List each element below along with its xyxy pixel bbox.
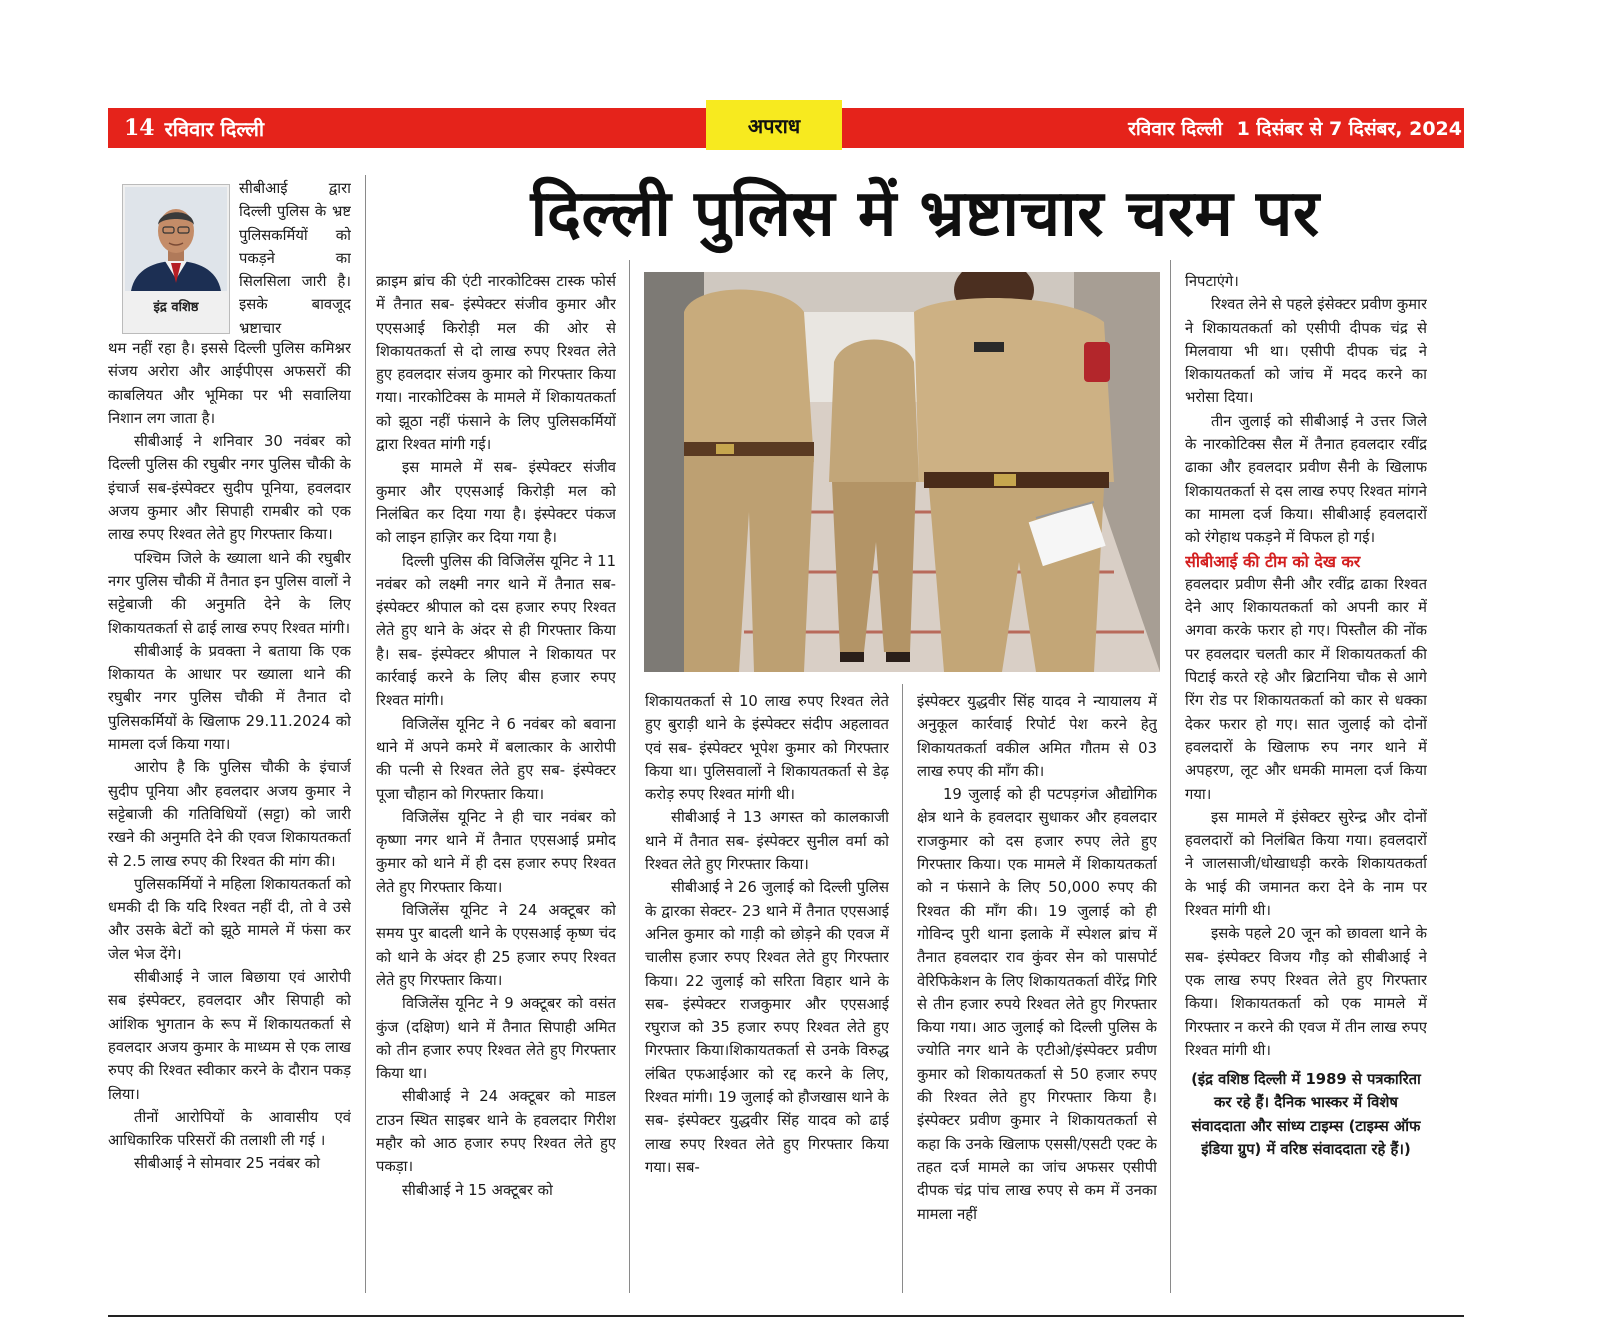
paragraph: विजिलेंस यूनिट ने ही चार नवंबर को कृष्णा नगर थाने में तैनात एएसआई प्रमोद कुमार को थाने में ही दस हजार रुपए रिश्वत लेते हुए गिरफ्तार किया। (376, 808, 616, 896)
paragraph: सीबीआई ने जाल बिछाया एवं आरोपी सब इंस्पेक्टर, हवलदार और सिपाही को आंशिक भुगतान के रूप में शिकायतकर्ता से हवलदार अजय कुमार के माध्यम से एक लाख रुपए की रिश्वत स्वीकार करने के दौरान पकड़ लिया। (108, 969, 351, 1103)
paragraph: विजिलेंस यूनिट ने 9 अक्टूबर को वसंत कुंज (दक्षिण) थाने में तैनात सिपाही अमित को तीन हजार रुपए रिश्वत लेते हुए गिरफ्तार किया था। (376, 995, 616, 1083)
column-1 (108, 337, 351, 1312)
column-1-top (239, 177, 351, 337)
publication-name-left: रविवार दिल्ली (164, 116, 265, 141)
author-bio: (इंद्र वशिष्ठ दिल्ली में 1989 से पत्रकारिता कर रहे हैं। दैनिक भास्कर में विशेष संवाददाता और सांध्य टाइम्स (टाइम्स ऑफ इंडिया ग्रुप) में वरिष्ठ संवाददाता रहे हैं।) (1191, 1071, 1421, 1158)
paragraph: सीबीआई ने 13 अगस्त को कालकाजी थाने में तैनात सब- इंस्पेक्टर सुनील वर्मा को रिश्वत लेते हुए गिरफ्तार किया। (645, 809, 889, 874)
paragraph: सीबीआई के प्रवक्ता ने बताया कि एक शिकायत के आधार पर ख्याला थाने की रघुबीर नगर पुलिस चौकी में तैनात दो पुलिसकर्मियों के खिलाफ 29.11.2024 को मामला दर्ज किया गया। (108, 642, 351, 754)
author-photo (125, 187, 227, 291)
paragraph: विजिलेंस यूनिट ने 6 नवंबर को बवाना थाने में अपने कमरे में बलात्कार के आरोपी की पत्नी से रिश्वत लेते हुए सब- इंस्पेक्टर पूजा चौहान को गिरफ्तार किया। (376, 715, 616, 803)
paragraph: दिल्ली पुलिस की विजिलेंस यूनिट ने 11 नवंबर को लक्ष्मी नगर थाने में तैनात सब- इंस्पेक्टर श्रीपाल को दस हजार रुपए रिश्वत लेते हुए थाने के अंदर से ही गिरफ्तार किया है। सब- इंस्पेक्टर श्रीपाल ने शिकायत पर कार्रवाई करने के लिए बीस हजार रुपए रिश्वत मांगी। (376, 552, 616, 710)
section-tag: अपराध (706, 100, 842, 150)
paragraph: सीबीआई ने सोमवार 25 नवंबर को (134, 1155, 320, 1173)
column-rule (629, 260, 630, 1293)
col1-lead-part: सीबीआई द्वारा दिल्ली पुलिस के भ्रष्ट पुलिसकर्मियों को पकड़ने का सिलसिला जारी है। इसके बावजूद भ्रष्टाचार (239, 180, 351, 337)
paragraph: विजिलेंस यूनिट ने 24 अक्टूबर को समय पुर बादली थाने के एएसआई कृष्ण चंद को थाने के अंदर ही 25 हजार रुपए रिश्वत लेते हुए गिरफ्तार किया। (376, 902, 616, 989)
paragraph: हवलदार प्रवीण सैनी और रवींद्र ढाका रिश्वत देने आए शिकायतकर्ता को अपनी कार में अगवा करके फरार हो गए। पिस्तौल की नोंक पर हवलदार चलती कार में शिकायतकर्ता की पिटाई करते रहे और ब्रिटानिया चौक से आगे रिंग रोड पर शिकायतकर्ता को कार से धक्का देकर फरार हो गए। सात जुलाई को दोनों हवलदारों के खिलाफ रुप नगर थाने में अपहरण, लूट और धमकी मामला दर्ज किया गया। (1185, 575, 1427, 803)
column-4 (917, 690, 1157, 1312)
bottom-rule (108, 1315, 1464, 1317)
paragraph: तीन जुलाई को सीबीआई ने उत्तर जिले के नारकोटिक्स सैल में तैनात हवलदार रवींद्र ढाका और हवलदार प्रवीण सैनी के खिलाफ शिकायतकर्ता से दस लाख रुपए रिश्वत मांगने का मामला दर्ज किया। सीबीआई हवलदारों को रंगेहाथ पकड़ने में विफल हो गई। (1185, 412, 1427, 547)
publication-name-right: रविवार दिल्ली (1128, 118, 1223, 140)
subheading: सीबीआई की टीम को देख कर (1185, 551, 1361, 571)
paragraph: पुलिसकर्मियों ने महिला शिकायतकर्ता को धमकी दी कि यदि रिश्वत नहीं दी, तो वे उसे और उसके बेटों को झूठे मामले में फंसा कर जेल भेज देंगे। (108, 875, 351, 963)
column-2 (376, 270, 616, 1310)
paragraph: क्राइम ब्रांच की एंटी नारकोटिक्स टास्क फोर्स में तैनात सब- इंस्पेक्टर संजीव कुमार और एएसआई किरोड़ी मल की ओर से शिकायतकर्ता से दो लाख रुपए रिश्वत लेते हुए हवलदार संजय कुमार को गिरफ्तार किया गया। नारकोटिक्स के मामले में शिकायतकर्ता को झूठा नहीं फंसाने के लिए पुलिसकर्मियों द्वारा रिश्वत मांगी गई। (376, 273, 616, 454)
column-5 (1185, 270, 1427, 1312)
paragraph: पश्चिम जिले के ख्याला थाने की रघुबीर नगर पुलिस चौकी में तैनात इन पुलिस वालों ने सट्टेबाजी की अनुमति देने के लिए शिकायतकर्ता से ढाई लाख रुपए रिश्वत मांगी। (108, 549, 351, 637)
paragraph: तीनों आरोपियों के आवासीय एवं आधिकारिक परिसरों की तलाशी ली गई । (108, 1108, 351, 1150)
paragraph: सीबीआई ने 26 जुलाई को दिल्ली पुलिस के द्वारका सेक्टर- 23 थाने में तैनात एएसआई अनिल कुमार को गाड़ी को छोड़ने की एवज में चालीस हजार रुपए रिश्वत लेते हुए गिरफ्तार किया। 22 जुलाई को सरिता विहार थाने के सब- इंस्पेक्टर राजकुमार और एएसआई रघुराज को 35 हजार रुपए रिश्वत लेते हुए गिरफ्तार किया।शिकायतकर्ता से उनके विरुद्ध लंबित एफआईआर को रद्द करने के लिए, रिश्वत मांगी। 19 जुलाई को हौजखास थाने के सब- इंस्पेक्टर युद्धवीर सिंह यादव को ढाई लाख रुपए रिश्वत लेते हुए गिरफ्तार किया गया। सब- (645, 879, 889, 1176)
page-number: 14 (124, 115, 155, 141)
paragraph: शिकायतकर्ता से 10 लाख रुपए रिश्वत लेते हुए बुराड़ी थाने के इंस्पेक्टर संदीप अहलावत एवं सब- इंस्पेक्टर भूपेश कुमार को गिरफ्तार किया था। पुलिसवालों ने शिकायतकर्ता से डेढ़ करोड़ रुपए रिश्वत मांगी थी। (645, 693, 889, 804)
column-rule (1170, 260, 1171, 1293)
paragraph: निपटाएंगे। (1185, 273, 1239, 290)
header-left (124, 112, 264, 144)
paragraph: इस मामले में इंसेक्टर सुरेन्द्र और दोनों हवलदारों को निलंबित किया गया। हवलदारों ने जालसाजी/धोखाधड़ी करके शिकायतकर्ता के भाई की जमानत करा देने के नाम पर रिश्वत मांगी थी। (1185, 808, 1427, 920)
paragraph: 19 जुलाई को ही पटपड़गंज औद्योगिक क्षेत्र थाने के हवलदार सुधाकर और हवलदार राजकुमार को दस हजार रुपए लेते हुए गिरफ्तार किया। एक मामले में शिकायतकर्ता को न फंसाने के लिए 50,000 रुपए की रिश्वत की माँग की। 19 जुलाई को ही गोविन्द पुरी थाना इलाके में स्पेशल ब्रांच में तैनात हवलदार राव कुंवर सेन को पासपोर्ट वेरिफिकेशन के लिए शिकायतकर्ता वीरेंद्र गिरि से तीन हजार रुपये रिश्वत लेते हुए गिरफ्तार किया गया। आठ जुलाई को दिल्ली पुलिस के ज्योति नगर थाने के एटीओ/इंस्पेक्टर प्रवीण कुमार को शिकायतकर्ता से 50 हजार रुपए की रिश्वत लेते हुए गिरफ्तार किया है। इंस्पेक्टर प्रवीण कुमार ने शिकायतकर्ता से कहा कि उनके खिलाफ एससी/एसटी एक्ट के तहत दर्ज मामले का जांच अफसर एसीपी दीपक चंद्र पांच लाख रुपए से कम में उनका मामला नहीं (917, 786, 1157, 1223)
paragraph: सीबीआई ने 24 अक्टूबर को माडल टाउन स्थित साइबर थाने के हवलदार गिरीश महौर को आठ हजार रुपए रिश्वत लेते हुए पकड़ा। (376, 1088, 616, 1176)
issue-date: 1 दिसंबर से 7 दिसंबर, 2024 (1236, 118, 1462, 140)
author-box (122, 184, 230, 334)
column-rule (902, 684, 903, 1293)
author-name: इंद्र वशिष्ठ (153, 300, 199, 315)
col1-lead-rest: थम नहीं रहा है। इससे दिल्ली पुलिस कमिश्नर संजय अरोरा और आईपीएस अफसरों की काबलियत और भूमिका पर भी सवालिया निशान लग जाता है। (108, 340, 351, 427)
article-photo (644, 272, 1160, 672)
header-right (1128, 112, 1462, 144)
column-rule (365, 175, 366, 1293)
headline: दिल्ली पुलिस में भ्रष्टाचार चरम पर (530, 177, 1320, 251)
paragraph: सीबीआई ने शनिवार 30 नवंबर को दिल्ली पुलिस की रघुबीर नगर पुलिस चौकी के इंचार्ज सब-इंस्पेक्टर सुदीप पूनिया, हवलदार अजय कुमार और सिपाही रामबीर को एक लाख रुपए रिश्वत लेते हुए गिरफ्तार किया। (108, 433, 351, 544)
column-3 (645, 690, 889, 1312)
paragraph: आरोप है कि पुलिस चौकी के इंचार्ज सुदीप पूनिया और हवलदार अजय कुमार ने सट्टेबाजी की गतिविधियों (सट्टा) को जारी रखने की अनुमति देने की एवज शिकायतकर्ता से 2.5 लाख रुपए की रिश्वत की मांग की। (108, 759, 351, 870)
paragraph: इस मामले में सब- इंस्पेक्टर संजीव कुमार और एएसआई किरोड़ी मल को निलंबित कर दिया गया है। इंस्पेक्टर पंकज को लाइन हाज़िर कर दिया गया है। (376, 459, 616, 547)
paragraph: इसके पहले 20 जून को छावला थाने के सब- इंस्पेक्टर विजय गौड़ को सीबीआई ने एक लाख रुपए रिश्वत लेते हुए गिरफ्तार किया। शिकायतकर्ता को एक मामले में गिरफ्तार न करने की एवज में तीन लाख रुपए रिश्वत मांगी थी। (1185, 925, 1427, 1059)
paragraph: सीबीआई ने 15 अक्टूबर को (402, 1181, 553, 1199)
paragraph: रिश्वत लेने से पहले इंसेक्टर प्रवीण कुमार ने शिकायतकर्ता को एसीपी दीपक चंद्र से मिलवाया भी था। एसीपी दीपक चंद्र ने शिकायतकर्ता को जांच में मदद करने का भरोसा दिया। (1185, 296, 1427, 407)
paragraph: इंस्पेक्टर युद्धवीर सिंह यादव ने न्यायालय में अनुकूल कार्रवाई रिपोर्ट पेश करने हेतु शिकायतकर्ता वकील अमित गौतम से 03 लाख रुपए की माँग की। (917, 693, 1157, 780)
